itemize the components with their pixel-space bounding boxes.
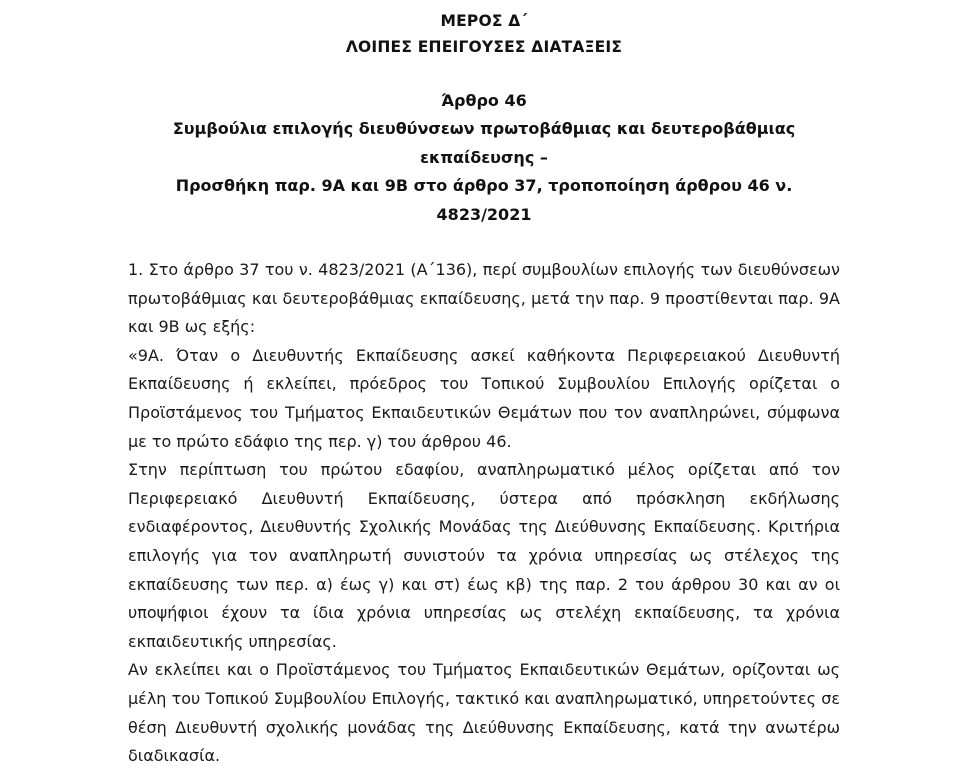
article-title-line-1: Συμβούλια επιλογής διευθύνσεων πρωτοβάθμιας και δευτεροβάθμιας εκπαίδευσης – bbox=[172, 119, 796, 167]
body-paragraph-2: «9Α. Όταν ο Διευθυντής Εκπαίδευσης ασκεί καθήκοντα Περιφερειακού Διευθυντή Εκπαίδευσης ή εκλείπει, πρόεδρος του Τοπικού Συμβουλίου Επιλογής ορίζεται ο Προϊστάμενος του Τμήματος Εκπαιδευτικών Θεμάτων που τον αναπληρώνει, σύμφωνα με το πρώτο εδάφιο της περ. γ) του άρθρου 46. bbox=[128, 345, 840, 451]
part-title-block bbox=[0, 0, 968, 60]
body-paragraph-3: Στην περίπτωση του πρώτου εδαφίου, αναπληρωματικό μέλος ορίζεται από τον Περιφερειακό Διευθυντή Εκπαίδευσης, ύστερα από πρόσκληση εκδήλωσης ενδιαφέροντος, Διευθυντής Σχολικής Μονάδας της Διεύθυνσης Εκπαίδευσης. Κριτήρια επιλογής για τον αναπληρωτή συνιστούν τα χρόνια υπηρεσίας ως στέλεχος της εκπαίδευσης των περ. α) έως γ) και στ) έως κβ) της παρ. 2 του άρθρου 30 και αν οι υποψήφιοι έχουν τα ίδια χρόνια υπηρεσίας ως στελέχη εκπαίδευσης, τα χρόνια εκπαιδευτικής υπηρεσίας. bbox=[128, 460, 840, 651]
body-paragraph-4: Αν εκλείπει και ο Προϊστάμενος του Τμήματος Εκπαιδευτικών Θεμάτων, ορίζονται ως μέλη του Τοπικού Συμβουλίου Επιλογής, τακτικό και αναπληρωματικό, υπηρετούντες σε θέση Διευθυντή σχολικής μονάδας της Διεύθυνσης Εκπαίδευσης, κατά την ανωτέρω διαδικασία. bbox=[128, 660, 840, 766]
article-title-line-2: Προσθήκη παρ. 9Α και 9Β στο άρθρο 37, τροποποίηση άρθρου 46 ν. 4823/2021 bbox=[175, 176, 793, 224]
part-title-line-2: ΛΟΙΠΕΣ ΕΠΕΙΓΟΥΣΕΣ ΔΙΑΤΑΞΕΙΣ bbox=[345, 38, 623, 56]
article-body bbox=[128, 256, 840, 771]
body-paragraph-1: 1. Στο άρθρο 37 του ν. 4823/2021 (Α΄136), περί συμβουλίων επιλογής των διευθύνσεων πρωτοβάθμιας και δευτεροβάθμιας εκπαίδευσης, μετά την παρ. 9 προστίθενται παρ. 9Α και 9Β ως εξής: bbox=[128, 260, 840, 337]
part-title-line-1: ΜΕΡΟΣ Δ΄ bbox=[440, 12, 528, 30]
article-number: Άρθρο 46 bbox=[441, 91, 527, 110]
article-heading-block bbox=[0, 87, 968, 229]
